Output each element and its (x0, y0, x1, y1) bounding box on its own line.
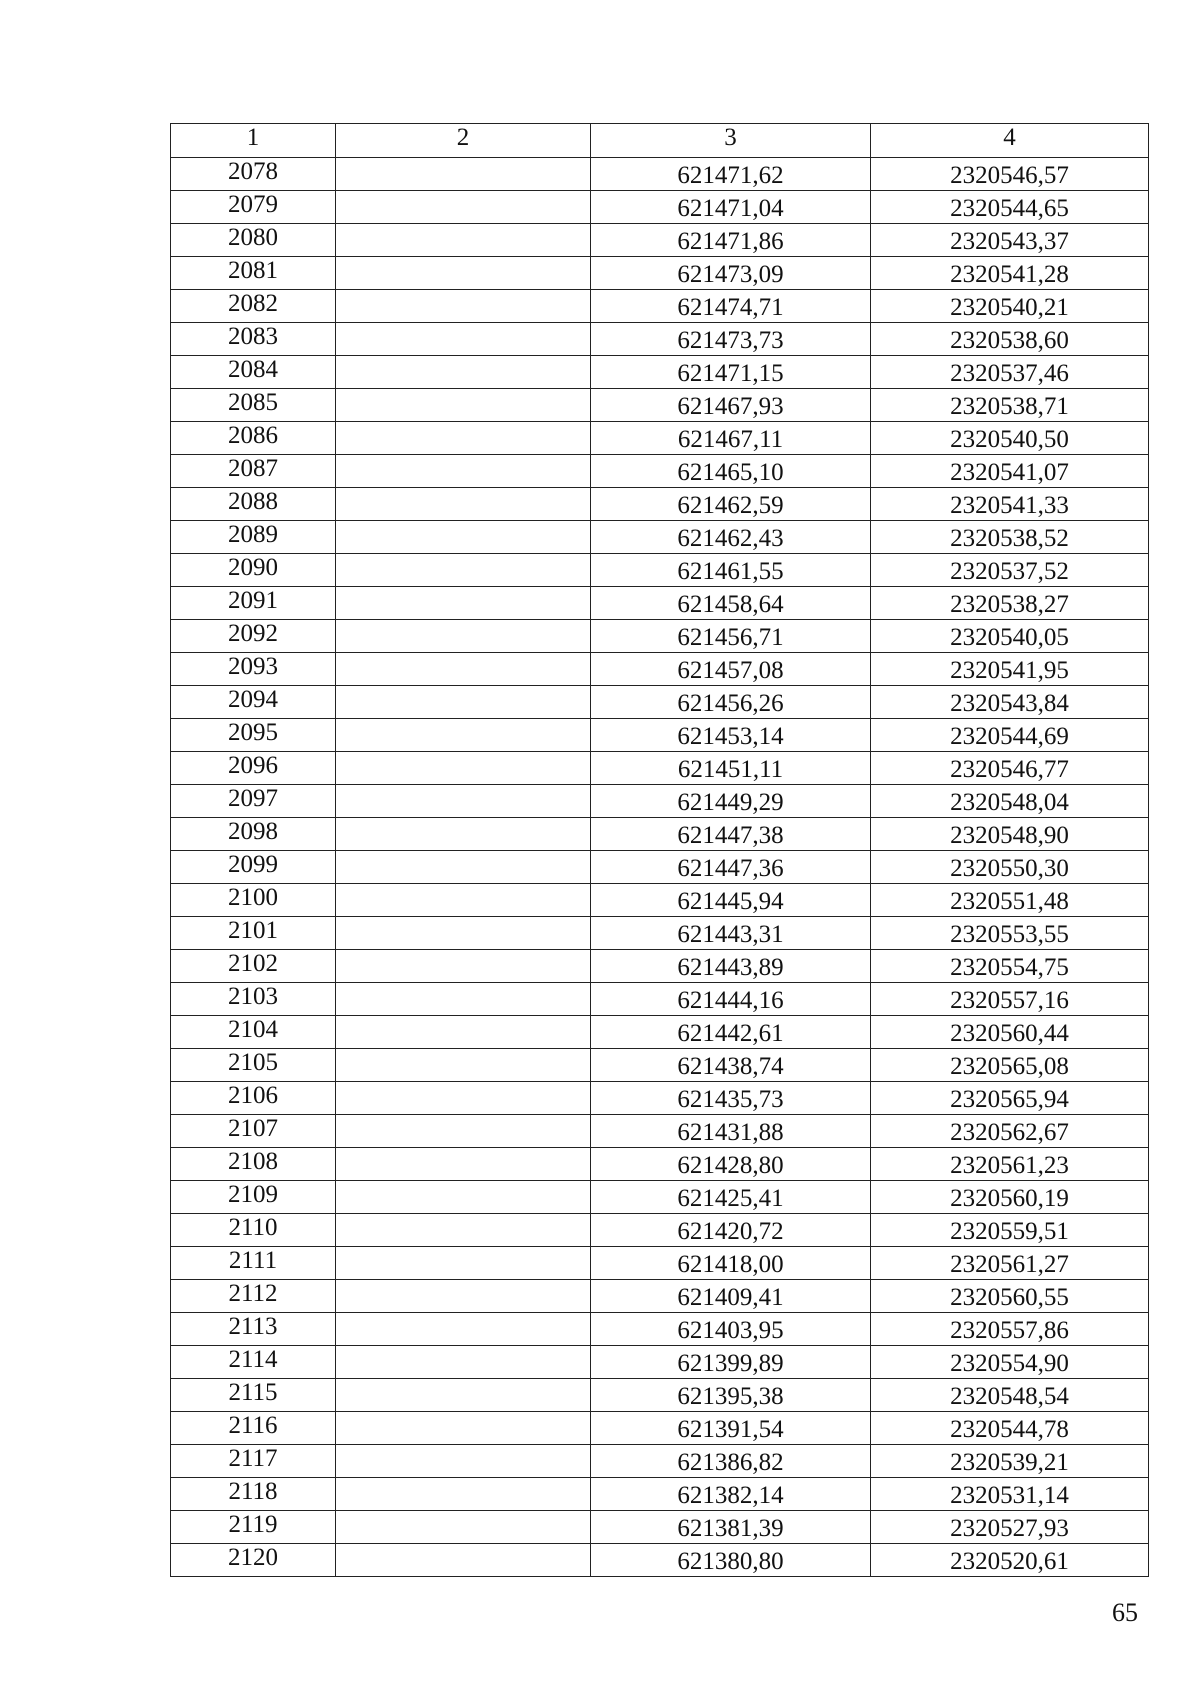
point-number-cell: 2083 (171, 323, 336, 356)
point-number-cell: 2095 (171, 719, 336, 752)
table-row (171, 1016, 1149, 1049)
table-row (171, 1181, 1149, 1214)
x-coordinate-cell: 621471,86 (591, 224, 871, 257)
y-coordinate-cell: 2320540,21 (871, 290, 1149, 323)
column-2-cell (336, 851, 591, 884)
y-coordinate-cell: 2320527,93 (871, 1511, 1149, 1544)
column-2-cell (336, 785, 591, 818)
table-row (171, 1115, 1149, 1148)
point-number-cell: 2084 (171, 356, 336, 389)
table-row (171, 752, 1149, 785)
point-number-cell: 2090 (171, 554, 336, 587)
table-row (171, 818, 1149, 851)
y-coordinate-cell: 2320560,19 (871, 1181, 1149, 1214)
table-header (171, 124, 1149, 158)
point-number-cell: 2106 (171, 1082, 336, 1115)
point-number-cell: 2096 (171, 752, 336, 785)
y-coordinate-cell: 2320551,48 (871, 884, 1149, 917)
point-number-cell: 2102 (171, 950, 336, 983)
y-coordinate-cell: 2320561,27 (871, 1247, 1149, 1280)
y-coordinate-cell: 2320541,07 (871, 455, 1149, 488)
x-coordinate-cell: 621471,04 (591, 191, 871, 224)
point-number-cell: 2110 (171, 1214, 336, 1247)
y-coordinate-cell: 2320537,46 (871, 356, 1149, 389)
x-coordinate-cell: 621449,29 (591, 785, 871, 818)
column-2-cell (336, 1313, 591, 1346)
table-row (171, 1346, 1149, 1379)
y-coordinate-cell: 2320537,52 (871, 554, 1149, 587)
x-coordinate-cell: 621399,89 (591, 1346, 871, 1379)
table-row (171, 1280, 1149, 1313)
page-number: 65 (1112, 1598, 1138, 1627)
column-2-cell (336, 356, 591, 389)
x-coordinate-cell: 621420,72 (591, 1214, 871, 1247)
column-2-cell (336, 1181, 591, 1214)
column-2-cell (336, 455, 591, 488)
table-row (171, 1247, 1149, 1280)
column-2-cell (336, 752, 591, 785)
table-row (171, 356, 1149, 389)
column-2-cell (336, 1148, 591, 1181)
table-row (171, 686, 1149, 719)
table-row (171, 620, 1149, 653)
column-2-cell (336, 1379, 591, 1412)
column-header-2: 2 (336, 124, 591, 158)
column-2-cell (336, 1049, 591, 1082)
column-2-cell (336, 1082, 591, 1115)
table-row (171, 1214, 1149, 1247)
y-coordinate-cell: 2320538,52 (871, 521, 1149, 554)
x-coordinate-cell: 621456,26 (591, 686, 871, 719)
table-row (171, 1049, 1149, 1082)
y-coordinate-cell: 2320531,14 (871, 1478, 1149, 1511)
y-coordinate-cell: 2320543,84 (871, 686, 1149, 719)
y-coordinate-cell: 2320538,27 (871, 587, 1149, 620)
x-coordinate-cell: 621442,61 (591, 1016, 871, 1049)
x-coordinate-cell: 621473,73 (591, 323, 871, 356)
x-coordinate-cell: 621435,73 (591, 1082, 871, 1115)
x-coordinate-cell: 621471,62 (591, 158, 871, 191)
x-coordinate-cell: 621382,14 (591, 1478, 871, 1511)
table-row (171, 851, 1149, 884)
column-2-cell (336, 1247, 591, 1280)
column-2-cell (336, 1346, 591, 1379)
point-number-cell: 2112 (171, 1280, 336, 1313)
x-coordinate-cell: 621428,80 (591, 1148, 871, 1181)
point-number-cell: 2103 (171, 983, 336, 1016)
column-2-cell (336, 290, 591, 323)
y-coordinate-cell: 2320565,08 (871, 1049, 1149, 1082)
column-2-cell (336, 158, 591, 191)
y-coordinate-cell: 2320520,61 (871, 1544, 1149, 1577)
y-coordinate-cell: 2320538,71 (871, 389, 1149, 422)
column-2-cell (336, 1115, 591, 1148)
y-coordinate-cell: 2320560,44 (871, 1016, 1149, 1049)
y-coordinate-cell: 2320562,67 (871, 1115, 1149, 1148)
table-row (171, 785, 1149, 818)
y-coordinate-cell: 2320541,95 (871, 653, 1149, 686)
column-2-cell (336, 1544, 591, 1577)
x-coordinate-cell: 621386,82 (591, 1445, 871, 1478)
x-coordinate-cell: 621395,38 (591, 1379, 871, 1412)
column-2-cell (336, 191, 591, 224)
table-row (171, 1379, 1149, 1412)
table-body (171, 158, 1149, 1577)
x-coordinate-cell: 621462,43 (591, 521, 871, 554)
table-row (171, 455, 1149, 488)
column-2-cell (336, 1016, 591, 1049)
point-number-cell: 2086 (171, 422, 336, 455)
table-row (171, 1478, 1149, 1511)
y-coordinate-cell: 2320546,77 (871, 752, 1149, 785)
table-row (171, 422, 1149, 455)
column-2-cell (336, 917, 591, 950)
table-row (171, 884, 1149, 917)
point-number-cell: 2091 (171, 587, 336, 620)
y-coordinate-cell: 2320550,30 (871, 851, 1149, 884)
x-coordinate-cell: 621438,74 (591, 1049, 871, 1082)
column-2-cell (336, 323, 591, 356)
point-number-cell: 2099 (171, 851, 336, 884)
x-coordinate-cell: 621443,89 (591, 950, 871, 983)
column-2-cell (336, 1214, 591, 1247)
table-row (171, 290, 1149, 323)
point-number-cell: 2100 (171, 884, 336, 917)
table-row (171, 257, 1149, 290)
point-number-cell: 2085 (171, 389, 336, 422)
y-coordinate-cell: 2320557,86 (871, 1313, 1149, 1346)
x-coordinate-cell: 621471,15 (591, 356, 871, 389)
point-number-cell: 2093 (171, 653, 336, 686)
y-coordinate-cell: 2320540,05 (871, 620, 1149, 653)
column-header-3: 3 (591, 124, 871, 158)
x-coordinate-cell: 621431,88 (591, 1115, 871, 1148)
table-row (171, 1148, 1149, 1181)
y-coordinate-cell: 2320546,57 (871, 158, 1149, 191)
point-number-cell: 2079 (171, 191, 336, 224)
column-header-4: 4 (871, 124, 1149, 158)
table-row (171, 1445, 1149, 1478)
x-coordinate-cell: 621474,71 (591, 290, 871, 323)
table-row (171, 323, 1149, 356)
column-header-1: 1 (171, 124, 336, 158)
column-2-cell (336, 422, 591, 455)
y-coordinate-cell: 2320557,16 (871, 983, 1149, 1016)
x-coordinate-cell: 621444,16 (591, 983, 871, 1016)
table-row (171, 488, 1149, 521)
point-number-cell: 2088 (171, 488, 336, 521)
point-number-cell: 2094 (171, 686, 336, 719)
table-row (171, 653, 1149, 686)
point-number-cell: 2087 (171, 455, 336, 488)
point-number-cell: 2118 (171, 1478, 336, 1511)
x-coordinate-cell: 621403,95 (591, 1313, 871, 1346)
point-number-cell: 2115 (171, 1379, 336, 1412)
x-coordinate-cell: 621453,14 (591, 719, 871, 752)
y-coordinate-cell: 2320544,78 (871, 1412, 1149, 1445)
x-coordinate-cell: 621443,31 (591, 917, 871, 950)
y-coordinate-cell: 2320560,55 (871, 1280, 1149, 1313)
table-row (171, 389, 1149, 422)
y-coordinate-cell: 2320548,90 (871, 818, 1149, 851)
table-row (171, 224, 1149, 257)
x-coordinate-cell: 621457,08 (591, 653, 871, 686)
x-coordinate-cell: 621462,59 (591, 488, 871, 521)
y-coordinate-cell: 2320541,33 (871, 488, 1149, 521)
y-coordinate-cell: 2320561,23 (871, 1148, 1149, 1181)
table-row (171, 158, 1149, 191)
x-coordinate-cell: 621465,10 (591, 455, 871, 488)
x-coordinate-cell: 621467,93 (591, 389, 871, 422)
column-2-cell (336, 884, 591, 917)
column-2-cell (336, 686, 591, 719)
column-2-cell (336, 1478, 591, 1511)
table-row (171, 521, 1149, 554)
table-row (171, 1511, 1149, 1544)
point-number-cell: 2089 (171, 521, 336, 554)
column-2-cell (336, 587, 591, 620)
point-number-cell: 2098 (171, 818, 336, 851)
point-number-cell: 2078 (171, 158, 336, 191)
point-number-cell: 2105 (171, 1049, 336, 1082)
y-coordinate-cell: 2320544,69 (871, 719, 1149, 752)
column-2-cell (336, 950, 591, 983)
column-2-cell (336, 257, 591, 290)
column-2-cell (336, 653, 591, 686)
table-row (171, 917, 1149, 950)
x-coordinate-cell: 621425,41 (591, 1181, 871, 1214)
y-coordinate-cell: 2320538,60 (871, 323, 1149, 356)
x-coordinate-cell: 621447,38 (591, 818, 871, 851)
y-coordinate-cell: 2320541,28 (871, 257, 1149, 290)
y-coordinate-cell: 2320539,21 (871, 1445, 1149, 1478)
table-row (171, 191, 1149, 224)
x-coordinate-cell: 621456,71 (591, 620, 871, 653)
table-row (171, 1313, 1149, 1346)
x-coordinate-cell: 621461,55 (591, 554, 871, 587)
table-row (171, 1412, 1149, 1445)
table-row (171, 1544, 1149, 1577)
table-row (171, 587, 1149, 620)
point-number-cell: 2109 (171, 1181, 336, 1214)
column-2-cell (336, 521, 591, 554)
point-number-cell: 2113 (171, 1313, 336, 1346)
column-2-cell (336, 983, 591, 1016)
point-number-cell: 2082 (171, 290, 336, 323)
point-number-cell: 2081 (171, 257, 336, 290)
point-number-cell: 2092 (171, 620, 336, 653)
point-number-cell: 2101 (171, 917, 336, 950)
x-coordinate-cell: 621445,94 (591, 884, 871, 917)
point-number-cell: 2111 (171, 1247, 336, 1280)
y-coordinate-cell: 2320548,54 (871, 1379, 1149, 1412)
y-coordinate-cell: 2320565,94 (871, 1082, 1149, 1115)
y-coordinate-cell: 2320540,50 (871, 422, 1149, 455)
x-coordinate-cell: 621458,64 (591, 587, 871, 620)
x-coordinate-cell: 621451,11 (591, 752, 871, 785)
y-coordinate-cell: 2320554,75 (871, 950, 1149, 983)
x-coordinate-cell: 621409,41 (591, 1280, 871, 1313)
x-coordinate-cell: 621391,54 (591, 1412, 871, 1445)
column-2-cell (336, 488, 591, 521)
coordinates-table (170, 123, 1149, 1577)
header-row (171, 124, 1149, 158)
column-2-cell (336, 719, 591, 752)
y-coordinate-cell: 2320544,65 (871, 191, 1149, 224)
x-coordinate-cell: 621418,00 (591, 1247, 871, 1280)
column-2-cell (336, 1445, 591, 1478)
table-row (171, 554, 1149, 587)
column-2-cell (336, 224, 591, 257)
point-number-cell: 2120 (171, 1544, 336, 1577)
x-coordinate-cell: 621473,09 (591, 257, 871, 290)
column-2-cell (336, 1412, 591, 1445)
column-2-cell (336, 818, 591, 851)
table-row (171, 719, 1149, 752)
column-2-cell (336, 620, 591, 653)
y-coordinate-cell: 2320553,55 (871, 917, 1149, 950)
table-row (171, 950, 1149, 983)
point-number-cell: 2116 (171, 1412, 336, 1445)
table-row (171, 983, 1149, 1016)
y-coordinate-cell: 2320548,04 (871, 785, 1149, 818)
column-2-cell (336, 1511, 591, 1544)
point-number-cell: 2107 (171, 1115, 336, 1148)
column-2-cell (336, 389, 591, 422)
point-number-cell: 2117 (171, 1445, 336, 1478)
table-row (171, 1082, 1149, 1115)
x-coordinate-cell: 621380,80 (591, 1544, 871, 1577)
point-number-cell: 2114 (171, 1346, 336, 1379)
x-coordinate-cell: 621381,39 (591, 1511, 871, 1544)
y-coordinate-cell: 2320554,90 (871, 1346, 1149, 1379)
y-coordinate-cell: 2320559,51 (871, 1214, 1149, 1247)
x-coordinate-cell: 621467,11 (591, 422, 871, 455)
point-number-cell: 2097 (171, 785, 336, 818)
y-coordinate-cell: 2320543,37 (871, 224, 1149, 257)
column-2-cell (336, 1280, 591, 1313)
x-coordinate-cell: 621447,36 (591, 851, 871, 884)
point-number-cell: 2108 (171, 1148, 336, 1181)
column-2-cell (336, 554, 591, 587)
point-number-cell: 2104 (171, 1016, 336, 1049)
point-number-cell: 2119 (171, 1511, 336, 1544)
point-number-cell: 2080 (171, 224, 336, 257)
